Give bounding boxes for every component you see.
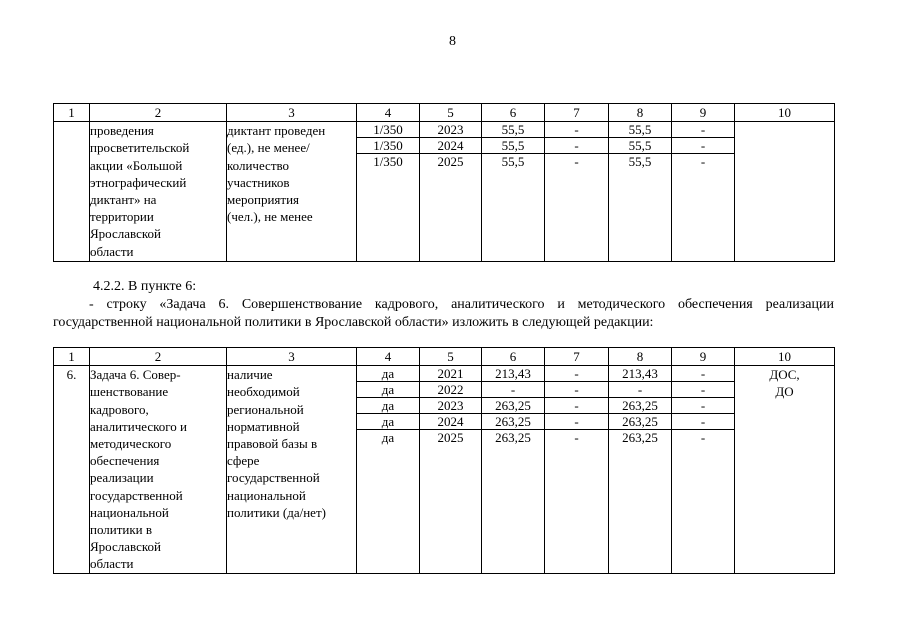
- total-funding-column: 55,5 55,5 55,5: [482, 122, 545, 262]
- paragraph-line: государственной национальной политики в Ярославской области» изложить в следующей редакции:: [53, 315, 654, 330]
- paragraph-heading: 4.2.2. В пункте 6:: [93, 279, 197, 294]
- responsible-executor: ДОС, ДО: [735, 366, 835, 573]
- federal-funding-column: - - -: [545, 122, 609, 262]
- header-cell: 2: [90, 104, 227, 122]
- indicator-value-column: да да да да да: [357, 366, 420, 573]
- task-description: Задача 6. Совер- шенствование кадрового, аналитического и методического обеспечения реализации государственной национальной политики в Ярославской области: [90, 366, 227, 573]
- header-cell: 10: [735, 104, 835, 122]
- row-number: 6.: [54, 366, 90, 573]
- header-cell: 3: [227, 104, 357, 122]
- header-cell: 1: [54, 348, 90, 366]
- header-cell: 6: [482, 104, 545, 122]
- table-continuation: [53, 103, 835, 262]
- header-cell: 4: [357, 104, 420, 122]
- amendment-text: [53, 278, 834, 332]
- total-funding-column: 213,43 - 263,25 263,25 263,25: [482, 366, 545, 573]
- header-cell: 5: [420, 104, 482, 122]
- header-cell: 8: [609, 348, 672, 366]
- paragraph-line: - строку «Задача 6. Совершенствование кадрового, аналитического и методического обеспечения реализации: [89, 297, 834, 312]
- header-cell: 7: [545, 104, 609, 122]
- header-cell: 7: [545, 348, 609, 366]
- header-cell: 9: [672, 104, 735, 122]
- indicator-value-column: 1/350 1/350 1/350: [357, 122, 420, 262]
- indicator-description: наличие необходимой региональной нормативной правовой базы в сфере государственной национальной политики (да/нет): [227, 366, 357, 573]
- page-number: 8: [449, 34, 456, 49]
- header-cell: 5: [420, 348, 482, 366]
- header-cell: 6: [482, 348, 545, 366]
- header-cell: 8: [609, 104, 672, 122]
- header-cell: 2: [90, 348, 227, 366]
- row-number: [54, 122, 90, 262]
- table-task-6: [53, 347, 835, 574]
- other-funding-column: - - - - -: [672, 366, 735, 573]
- responsible-executor: [735, 122, 835, 262]
- year-column: 2021 2022 2023 2024 2025: [420, 366, 482, 573]
- other-funding-column: - - -: [672, 122, 735, 262]
- indicator-description: диктант проведен (ед.), не менее/ количество участников мероприятия (чел.), не менее: [227, 122, 357, 262]
- regional-funding-column: 55,5 55,5 55,5: [609, 122, 672, 262]
- regional-funding-column: 213,43 - 263,25 263,25 263,25: [609, 366, 672, 573]
- header-cell: 9: [672, 348, 735, 366]
- federal-funding-column: - - - - -: [545, 366, 609, 573]
- year-column: 2023 2024 2025: [420, 122, 482, 262]
- header-cell: 3: [227, 348, 357, 366]
- header-cell: 1: [54, 104, 90, 122]
- header-cell: 4: [357, 348, 420, 366]
- event-description: проведения просветительской акции «Большой этнографический диктант» на территории Ярославской области: [90, 122, 227, 262]
- header-cell: 10: [735, 348, 835, 366]
